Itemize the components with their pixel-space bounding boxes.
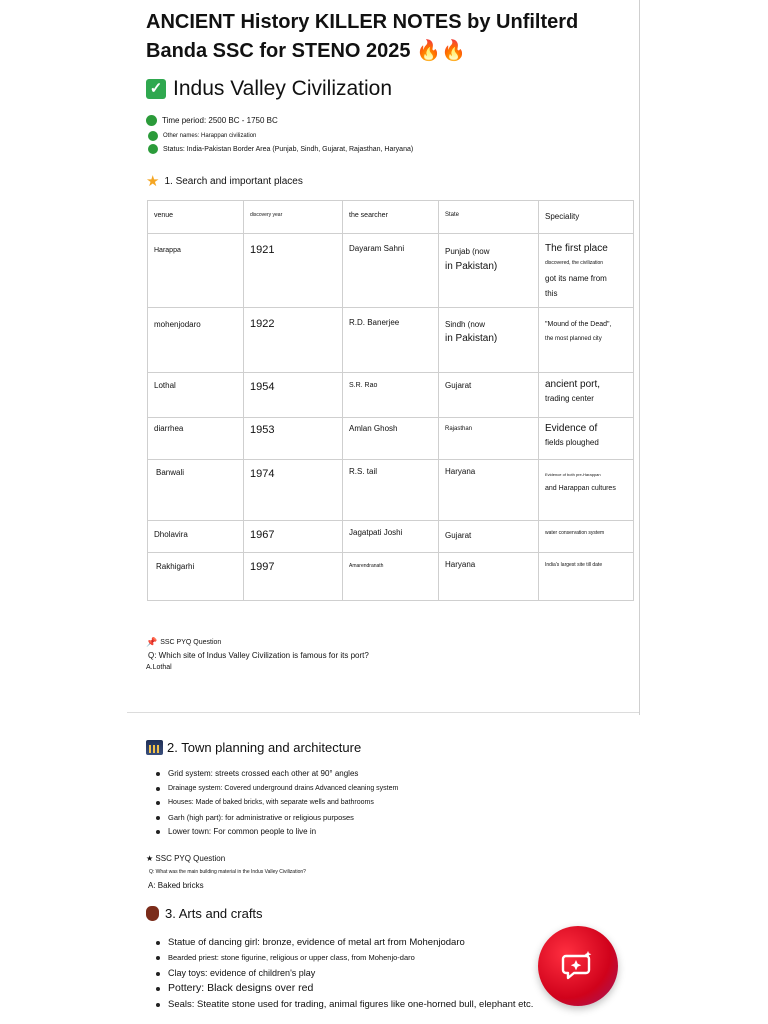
cell-state: Rajasthan	[439, 418, 539, 460]
cell-state	[439, 308, 539, 373]
green-dot-icon	[146, 115, 157, 126]
star-icon: ★	[146, 173, 160, 190]
ai-assistant-button[interactable]	[538, 926, 618, 1006]
sites-table	[147, 200, 634, 601]
cell-speciality	[539, 308, 634, 373]
cell-state: Gujarat	[439, 521, 539, 553]
spec-line-2: trading center	[545, 394, 594, 403]
list-item: Clay toys: evidence of children's play	[156, 966, 533, 981]
town-planning-list	[156, 767, 398, 840]
table-row	[148, 553, 634, 601]
check-icon: ✓	[146, 79, 166, 99]
header-year: discovery year	[244, 201, 343, 234]
cell-year: 1921	[244, 234, 343, 308]
list-item: Drainage system: Covered underground drains Advanced cleaning system	[156, 782, 398, 797]
spec-line-3: got its name from	[545, 274, 607, 283]
green-dot-icon	[148, 144, 158, 154]
cell-year: 1922	[244, 308, 343, 373]
pyq-label-2: ★ SSC PYQ Question	[146, 854, 226, 863]
table-row	[148, 418, 634, 460]
pushpin-icon: 📌	[146, 637, 158, 647]
cell-year: 1967	[244, 521, 343, 553]
cell-searcher: Amlan Ghosh	[343, 418, 439, 460]
state-line-2: in Pakistan)	[445, 261, 498, 272]
pyq-label-text: SSC PYQ Question	[160, 639, 222, 646]
list-item: Pottery: Black designs over red	[156, 981, 533, 996]
list-item: Grid system: streets crossed each other at 90° angles	[156, 767, 398, 782]
spec-line-1: The first place	[545, 243, 608, 254]
list-item: Statue of dancing girl: bronze, evidence of metal art from Mohenjodaro	[156, 935, 533, 950]
other-names-row	[148, 131, 256, 141]
time-period-row	[146, 115, 278, 126]
section2-heading-text: 2. Town planning and architecture	[167, 740, 362, 755]
other-names-text: Other names: Harappan civilization	[163, 133, 257, 139]
header-speciality: Speciality	[539, 201, 634, 234]
document-title-text: ANCIENT History KILLER NOTES by Unfilterd Banda SSC for STENO 2025	[146, 11, 579, 62]
section1-heading-text: 1. Search and important places	[164, 175, 303, 187]
section3-heading-text: 3. Arts and crafts	[165, 906, 263, 921]
list-item: Bearded priest: stone figurine, religious or upper class, from Mohenjo-daro	[156, 950, 533, 965]
header-venue: venue	[148, 201, 244, 234]
cell-state: Gujarat	[439, 373, 539, 418]
cell-speciality	[539, 373, 634, 418]
spec-line-4: this	[545, 289, 558, 298]
cell-speciality	[539, 234, 634, 308]
table-row	[148, 234, 634, 308]
pyq-answer: A.Lothal	[146, 664, 172, 671]
spec-line-2: and Harappan cultures	[545, 485, 616, 492]
arts-list	[156, 935, 533, 1012]
mask-icon	[146, 906, 159, 921]
section-divider	[127, 712, 639, 713]
sparkle-chat-icon	[561, 949, 595, 983]
cell-searcher: Dayaram Sahni	[343, 234, 439, 308]
status-row	[148, 144, 413, 154]
spec-line-1: Evidence of	[545, 423, 598, 434]
cell-venue: Rakhigarhi	[148, 553, 244, 601]
spec-line-2: the most planned city	[545, 336, 602, 342]
cell-searcher: R.S. tail	[343, 460, 439, 521]
cell-venue: Banwali	[148, 460, 244, 521]
table-row	[148, 373, 634, 418]
state-line-1: Punjab (now	[445, 247, 490, 256]
cell-year: 1954	[244, 373, 343, 418]
table-row	[148, 521, 634, 553]
section2-heading	[146, 740, 361, 755]
pyq-question-2: Q: What was the main building material in the Indus Valley Civilization?	[149, 869, 306, 875]
state-line-1: Sindh (now	[445, 320, 486, 329]
status-text: Status: India-Pakistan Border Area (Punjab, Sindh, Gujarat, Rajasthan, Haryana)	[163, 145, 414, 153]
cell-searcher: R.D. Banerjee	[343, 308, 439, 373]
fire-emoji: 🔥🔥	[416, 40, 466, 62]
cell-year: 1953	[244, 418, 343, 460]
header-state: State	[439, 201, 539, 234]
cell-searcher: Jagatpati Joshi	[343, 521, 439, 553]
table-header-row	[148, 201, 634, 234]
cell-venue: Harappa	[148, 234, 244, 308]
ivc-heading-text: Indus Valley Civilization	[173, 77, 393, 100]
cityscape-icon	[146, 740, 163, 755]
green-dot-icon	[148, 131, 158, 141]
spec-line-2: fields ploughed	[545, 438, 599, 447]
state-line-2: in Pakistan)	[445, 333, 498, 344]
table-row	[148, 460, 634, 521]
cell-venue: diarrhea	[148, 418, 244, 460]
cell-state: Haryana	[439, 460, 539, 521]
cell-state: Haryana	[439, 553, 539, 601]
document-title	[146, 8, 636, 66]
cell-speciality: India's largest site till date	[539, 553, 634, 601]
cell-year: 1997	[244, 553, 343, 601]
cell-venue: Dholavira	[148, 521, 244, 553]
cell-speciality: water conservation system	[539, 521, 634, 553]
list-item: Seals: Steatite stone used for trading, animal figures like one-horned bull, elephant etc.	[156, 997, 533, 1012]
cell-venue: mohenjodaro	[148, 308, 244, 373]
list-item: Lower town: For common people to live in	[156, 825, 398, 840]
section1-heading	[146, 172, 303, 190]
pyq-question: Q: Which site of Indus Valley Civilization is famous for its port?	[148, 651, 369, 660]
cell-searcher: S.R. Rao	[343, 373, 439, 418]
pyq-answer-2: A: Baked bricks	[148, 881, 204, 890]
spec-line-2: discovered, the civilization	[545, 260, 604, 266]
cell-year: 1974	[244, 460, 343, 521]
ivc-heading	[146, 77, 392, 101]
table-row	[148, 308, 634, 373]
cell-state	[439, 234, 539, 308]
time-period-text: Time period: 2500 BC - 1750 BC	[162, 116, 278, 125]
cell-venue: Lothal	[148, 373, 244, 418]
section3-heading	[146, 906, 263, 921]
header-searcher: the searcher	[343, 201, 439, 234]
spec-line-1: ancient port,	[545, 379, 601, 390]
list-item: Houses: Made of baked bricks, with separate wells and bathrooms	[156, 796, 398, 811]
cell-speciality	[539, 460, 634, 521]
cell-speciality	[539, 418, 634, 460]
spec-line-1: "Mound of the Dead",	[545, 321, 612, 328]
spec-line-1: Evidence of both pre-Harappan	[545, 472, 601, 477]
page-edge-divider	[639, 0, 640, 715]
cell-searcher: Amarendranath	[343, 553, 439, 601]
list-item: Garh (high part): for administrative or religious purposes	[156, 811, 398, 826]
pyq-label	[146, 637, 221, 648]
